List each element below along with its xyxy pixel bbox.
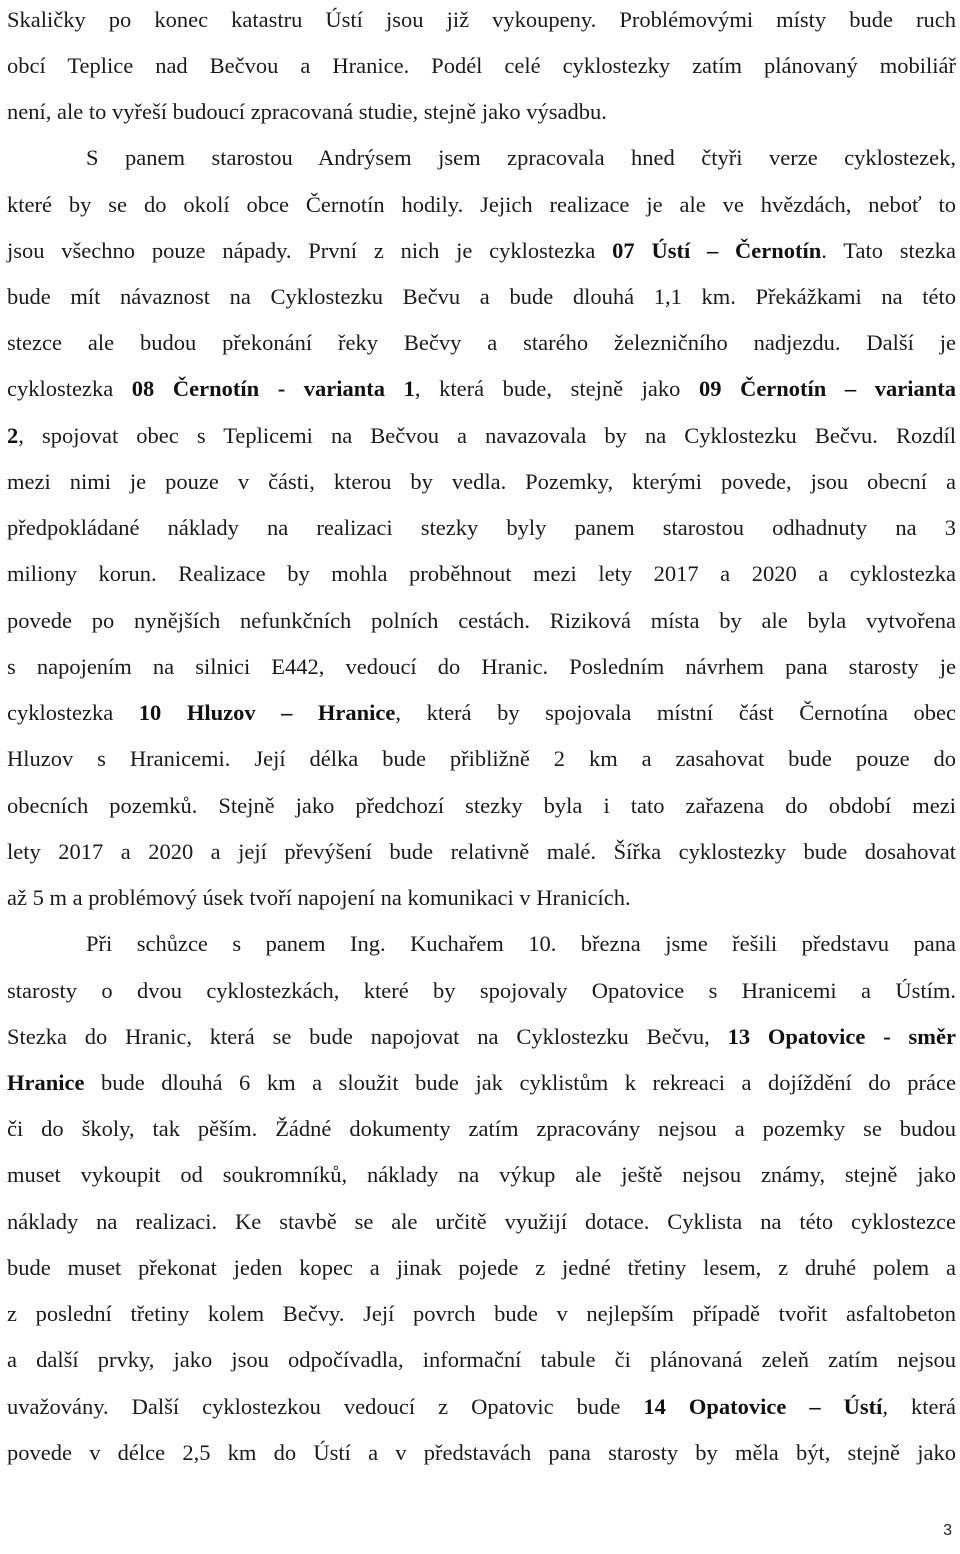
text-run: miliony korun. Realizace by mohla proběhnout mezi lety 2017 a 2020 a cyklostezka xyxy=(7,561,956,586)
text-run: obecních pozemků. Stejně jako předchozí stezky byla i tato zařazena do období mezi xyxy=(7,793,956,818)
text-line xyxy=(7,791,956,821)
text-run: starosty o dvou cyklostezkách, které by spojovaly Opatovice s Hranicemi a Ústím. xyxy=(7,978,956,1003)
text-line xyxy=(7,976,956,1006)
text-run: a další prvky, jako jsou odpočívadla, informační tabule či plánovaná zeleň zatím nejsou xyxy=(7,1347,956,1372)
text-run: předpokládané náklady na realizaci stezky byly panem starostou odhadnuty na 3 xyxy=(7,515,956,540)
text-run: Skaličky po konec katastru Ústí jsou již vykoupeny. Problémovými místy bude ruch xyxy=(7,7,956,32)
text-run: lety 2017 a 2020 a její převýšení bude relativně malé. Šířka cyklostezky bude dosahovat xyxy=(7,839,956,864)
text-run: bude muset překonat jeden kopec a jinak pojede z jedné třetiny lesem, z druhé polem a xyxy=(7,1255,956,1280)
text-line xyxy=(7,1345,956,1375)
text-run: bude mít návaznost na Cyklostezku Bečvu a bude dlouhá 1,1 km. Překážkami na této xyxy=(7,284,956,309)
text-line xyxy=(7,97,956,127)
text-line xyxy=(7,1207,956,1237)
bold-route-name: 08 Černotín - varianta 1 xyxy=(131,376,415,401)
text-line xyxy=(7,421,956,451)
text-line xyxy=(7,1299,956,1329)
text-run: které by se do okolí obce Černotín hodily. Jejich realizace je ale ve hvězdách, neboť to xyxy=(7,192,956,217)
text-line xyxy=(7,51,956,81)
bold-route-name: 09 Černotín – varianta xyxy=(698,376,956,401)
text-run: není, ale to vyřeší budoucí zpracovaná studie, stejně jako výsadbu. xyxy=(7,99,607,124)
text-run: povede po nynějších nefunkčních polních cestách. Riziková místa by ale byla vytvořena xyxy=(7,608,956,633)
text-line xyxy=(7,5,956,35)
text-line xyxy=(7,559,956,589)
text-line xyxy=(7,513,956,543)
text-run: stezce ale budou překonání řeky Bečvy a starého železničního nadjezdu. Další je xyxy=(7,330,956,355)
text-run: s napojením na silnici E442, vedoucí do Hranic. Posledním návrhem pana starosty je xyxy=(7,654,956,679)
text-run: mezi nimi je pouze v části, kterou by vedla. Pozemky, kterými povede, jsou obecní a xyxy=(7,469,956,494)
text-run: cyklostezka xyxy=(7,376,132,401)
text-run: či do školy, tak pěším. Žádné dokumenty zatím zpracovány nejsou a pozemky se budou xyxy=(7,1116,956,1141)
bold-route-name: 13 Opatovice - směr xyxy=(727,1024,956,1049)
text-run: jsou všechno pouze nápady. První z nich je cyklostezka xyxy=(7,238,613,263)
text-line xyxy=(7,698,956,728)
text-run: , spojovat obec s Teplicemi na Bečvou a navazovala by na Cyklostezku Bečvu. Rozdíl xyxy=(18,423,956,448)
bold-route-name: 07 Ústí – Černotín xyxy=(612,238,822,263)
text-line xyxy=(7,282,956,312)
text-line xyxy=(7,1022,956,1052)
text-line xyxy=(7,374,956,404)
text-line xyxy=(7,1160,956,1190)
text-run: , která bude, stejně jako xyxy=(414,376,699,401)
text-line xyxy=(7,1438,956,1468)
text-run: Stezka do Hranic, která se bude napojovat na Cyklostezku Bečvu, xyxy=(7,1024,728,1049)
bold-route-name: 14 Opatovice – Ústí xyxy=(643,1394,883,1419)
text-run: Při schůzce s panem Ing. Kuchařem 10. března jsme řešili představu pana xyxy=(86,931,956,956)
text-run: , která xyxy=(882,1394,956,1419)
text-run: Hluzov s Hranicemi. Její délka bude přibližně 2 km a zasahovat bude pouze do xyxy=(7,746,956,771)
text-line xyxy=(7,606,956,636)
text-run: S panem starostou Andrýsem jsem zpracovala hned čtyři verze cyklostezek, xyxy=(86,145,956,170)
text-line xyxy=(7,236,956,266)
text-run: obcí Teplice nad Bečvou a Hranice. Podél celé cyklostezky zatím plánovaný mobiliář xyxy=(7,53,956,78)
text-line xyxy=(7,837,956,867)
text-run: bude dlouhá 6 km a sloužit bude jak cyklistům k rekreaci a dojíždění do práce xyxy=(84,1070,956,1095)
text-run: až 5 m a problémový úsek tvoří napojení na komunikaci v Hranicích. xyxy=(7,885,631,910)
text-line xyxy=(7,1253,956,1283)
text-line xyxy=(86,929,956,959)
text-run: náklady na realizaci. Ke stavbě se ale určitě využijí dotace. Cyklista na této cyklostezce xyxy=(7,1209,956,1234)
text-run: , která by spojovala místní část Černotína obec xyxy=(395,700,956,725)
text-line xyxy=(7,744,956,774)
text-line xyxy=(7,652,956,682)
text-run: uvažovány. Další cyklostezkou vedoucí z Opatovic bude xyxy=(7,1394,644,1419)
page-number: 3 xyxy=(943,1522,952,1539)
bold-route-name: Hranice xyxy=(7,1070,85,1095)
text-line xyxy=(7,328,956,358)
text-line xyxy=(7,190,956,220)
text-run: cyklostezka xyxy=(7,700,139,725)
text-line xyxy=(7,1114,956,1144)
text-line xyxy=(7,1392,956,1422)
text-line xyxy=(7,1068,956,1098)
text-run: povede v délce 2,5 km do Ústí a v představách pana starosty by měla být, stejně jako xyxy=(7,1440,956,1465)
text-line xyxy=(86,143,956,173)
bold-route-name: 2 xyxy=(7,423,19,448)
text-run: . Tato stezka xyxy=(821,238,956,263)
text-run: z poslední třetiny kolem Bečvy. Její povrch bude v nejlepším případě tvořit asfaltobeton xyxy=(7,1301,956,1326)
text-run: muset vykoupit od soukromníků, náklady na výkup ale ještě nejsou známy, stejně jako xyxy=(7,1162,956,1187)
bold-route-name: 10 Hluzov – Hranice xyxy=(138,700,396,725)
text-line xyxy=(7,467,956,497)
text-line xyxy=(7,883,956,913)
